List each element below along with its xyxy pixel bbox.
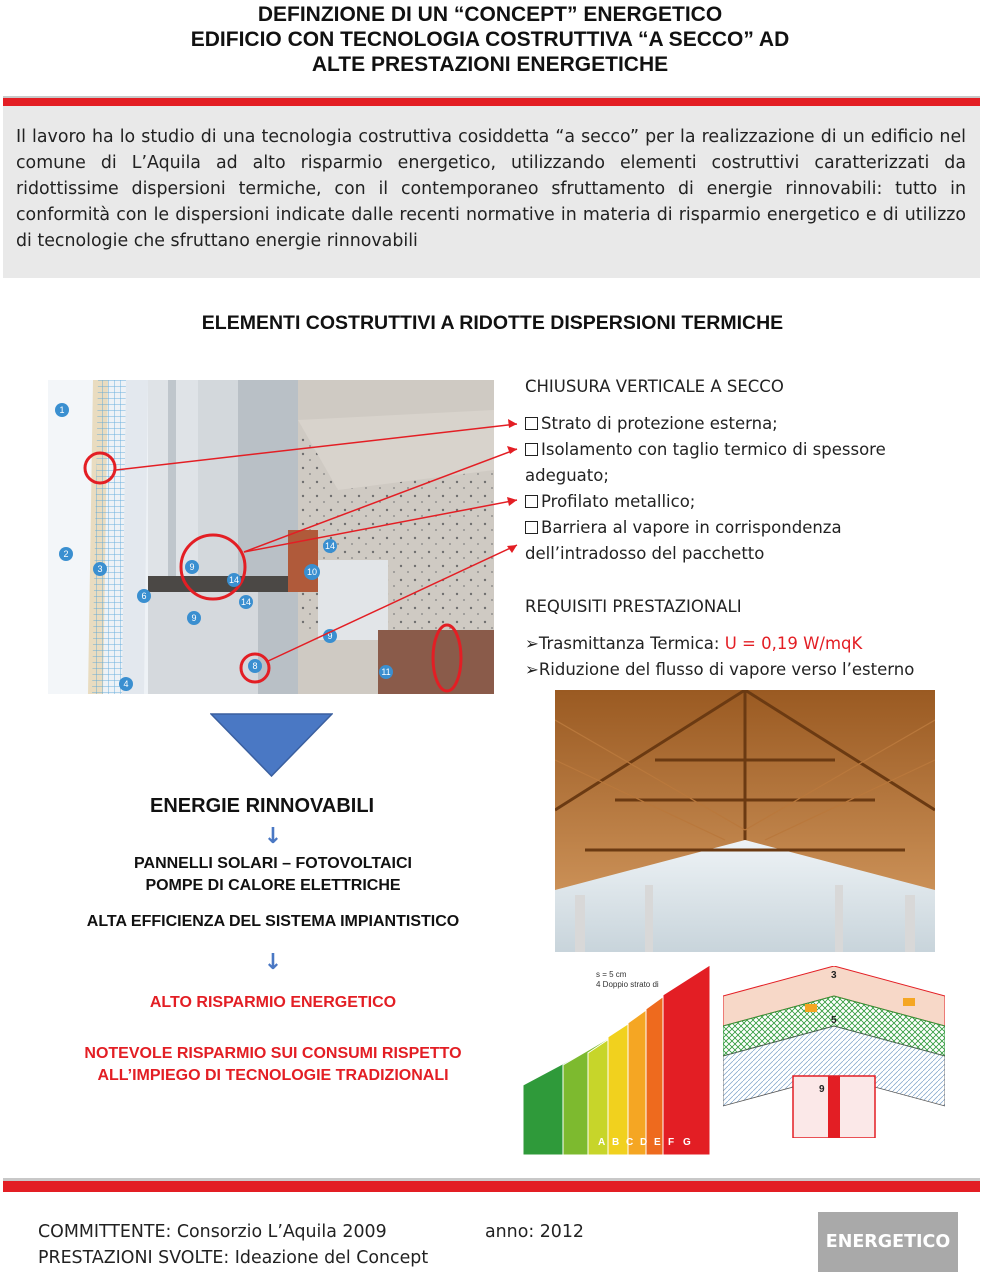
svg-text:10: 10 [306, 567, 318, 577]
renewables-title: ENERGIE RINNOVABILI [150, 795, 375, 817]
class-label: C [626, 1137, 634, 1148]
class-label: E [654, 1137, 661, 1148]
closure-heading: CHIUSURA VERTICALE A SECCO [525, 377, 784, 396]
checkbox-icon [525, 443, 538, 456]
checkbox-icon [525, 495, 538, 508]
req-label: Trasmittanza Termica: [538, 634, 725, 653]
class-label: F [668, 1137, 675, 1148]
drawing-label: 9 [819, 1084, 825, 1095]
svg-text:14: 14 [240, 597, 252, 607]
class-label: G [683, 1137, 691, 1148]
svg-text:14: 14 [324, 541, 336, 551]
transmittance-value: U = 0,19 W/mqK [724, 634, 863, 653]
svg-text:11: 11 [381, 667, 391, 677]
req-text: Riduzione del flusso di vapore verso l’esterno [538, 660, 915, 679]
result-2a: NOTEVOLE RISPARMIO SUI CONSUMI RISPETTO [84, 1045, 462, 1062]
drawing-label: 5 [831, 1015, 837, 1026]
result-2b: ALL’IMPIEGO DI TECNOLOGIE TRADIZIONALI [97, 1067, 449, 1084]
drawing-label: 3 [831, 970, 837, 981]
category-badge: ENERGETICO [818, 1212, 958, 1272]
closure-item-text: Strato di protezione esterna; [541, 414, 778, 433]
services-text: PRESTAZIONI SVOLTE: Ideazione del Concept [38, 1248, 429, 1268]
drawing-note: 4 Doppio strato di [596, 980, 659, 989]
small-arrow-icon: ↓ [263, 950, 283, 975]
year-text: anno: 2012 [485, 1222, 584, 1242]
list-item [525, 541, 985, 567]
class-label: A [598, 1137, 606, 1148]
arrow-bullet-icon: ➢ [525, 634, 539, 653]
list-item [525, 411, 985, 437]
intro-text: Il lavoro ha lo studio di una tecnologia costruttiva cosiddetta “a secco” per la realizzazione di un edificio nel comune di L’Aquila ad alto risparmio energetico, utilizzando elementi costruttivi caratterizzati da ridottissime dispersioni termiche, con il contemporaneo sfruttamento di energie rinnovabili: tutto in conformità con le dispersioni indicate dalle recenti normative in materia di risparmio energetico e di utilizzo di tecnologie che sfruttano energie rinnovabili [16, 127, 966, 251]
renewables-line-2: POMPE DI CALORE ELETTRICHE [145, 877, 401, 894]
closure-item-text: adeguato; [525, 466, 609, 485]
list-item [525, 489, 985, 515]
list-item [525, 463, 985, 489]
section-title: ELEMENTI COSTRUTTIVI A RIDOTTE DISPERSIONI TERMICHE [201, 312, 784, 334]
list-item [525, 437, 985, 463]
closure-item-text: Profilato metallico; [541, 492, 696, 511]
svg-text:4: 4 [123, 679, 129, 689]
small-arrow-icon: ↓ [263, 824, 283, 849]
svg-text:8: 8 [252, 661, 258, 671]
closure-item-text: Barriera al vapore in corrispondenza [541, 518, 842, 537]
svg-text:9: 9 [191, 613, 197, 623]
closure-item-text: dell’intradosso del pacchetto [525, 544, 765, 563]
svg-text:9: 9 [189, 562, 195, 572]
client-text: COMMITTENTE: Consorzio L’Aquila 2009 [38, 1222, 387, 1242]
roof-section-drawing [723, 966, 945, 1138]
bottom-divider [3, 1178, 980, 1192]
result-1: ALTO RISPARMIO ENERGETICO [149, 994, 397, 1011]
arrow-bullet-icon: ➢ [525, 660, 539, 679]
checkbox-icon [525, 521, 538, 534]
roof-photo [555, 690, 935, 952]
checkbox-icon [525, 417, 538, 430]
list-item [525, 515, 985, 541]
title-line-2: EDIFICIO CON TECNOLOGIA COSTRUTTIVA “A SECCO” AD [190, 28, 790, 51]
drawing-note: s = 5 cm [596, 970, 627, 979]
svg-text:9: 9 [327, 631, 333, 641]
svg-text:3: 3 [97, 564, 103, 574]
energy-class-house-image [518, 965, 718, 1160]
renewables-line-1: PANNELLI SOLARI – FOTOVOLTAICI [134, 855, 412, 872]
list-item [525, 631, 985, 657]
list-item [525, 657, 985, 683]
renewables-line-3: ALTA EFFICIENZA DEL SISTEMA IMPIANTISTICO [86, 913, 460, 930]
svg-text:6: 6 [141, 591, 147, 601]
title-line-1: DEFINZIONE DI UN “CONCEPT” ENERGETICO [257, 3, 723, 26]
class-label: B [612, 1137, 620, 1148]
requirements-heading: REQUISITI PRESTAZIONALI [525, 597, 742, 616]
svg-text:14: 14 [228, 575, 240, 585]
class-label: D [640, 1137, 648, 1148]
svg-text:1: 1 [59, 405, 65, 415]
requirements-list [525, 631, 985, 683]
down-arrow-icon [210, 713, 333, 777]
title-line-3: ALTE PRESTAZIONI ENERGETICHE [311, 53, 669, 76]
svg-text:2: 2 [63, 549, 69, 559]
closure-list [525, 411, 985, 567]
closure-item-text: Isolamento con taglio termico di spessore [541, 440, 886, 459]
